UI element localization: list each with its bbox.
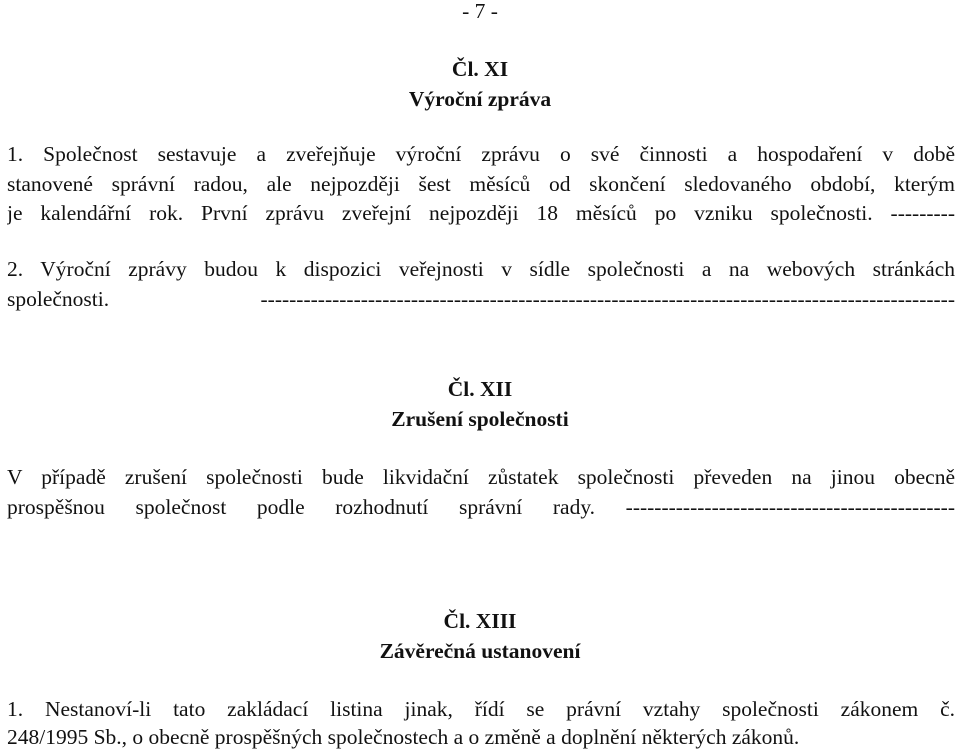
article-11-paragraph-1-line: je kalendářní rok. První zprávu zveřejní nejpozději 18 měsíců po vzniku společnosti. ---------	[7, 201, 955, 225]
article-12-number: Čl. XII	[447, 377, 513, 401]
article-13-title: Závěrečná ustanovení	[379, 639, 581, 663]
article-12-title: Zrušení společnosti	[391, 407, 569, 431]
article-13-paragraph-line: 1. Nestanoví-li tato zakládací listina jinak, řídí se právní vztahy společnosti zákonem č.	[7, 697, 955, 721]
page-number: - 7 -	[462, 0, 498, 23]
article-11-title: Výroční zpráva	[408, 87, 552, 111]
article-13-paragraph-line: 248/1995 Sb., o obecně prospěšných společnostech a o změně a doplnění některých zákonů.	[7, 725, 800, 749]
article-11-paragraph-2-line: společnosti. -------------------------------------------------------------------------------------------------	[7, 287, 955, 311]
article-11-paragraph-2-line: 2. Výroční zprávy budou k dispozici veřejnosti v sídle společnosti a na webových stránkách	[7, 257, 955, 281]
article-12-paragraph-line: prospěšnou společnost podle rozhodnutí správní rady. ----------------------------------------------	[7, 495, 955, 519]
article-11-paragraph-1-line: stanovené správní radou, ale nejpozději šest měsíců od skončení sledovaného období, kterým	[7, 172, 955, 196]
article-12-paragraph-line: V případě zrušení společnosti bude likvidační zůstatek společnosti převeden na jinou obecně	[7, 465, 955, 489]
article-13-number: Čl. XIII	[443, 609, 517, 633]
article-11-number: Čl. XI	[451, 57, 509, 81]
article-11-paragraph-1-line: 1. Společnost sestavuje a zveřejňuje výroční zprávu o své činnosti a hospodaření v době	[7, 142, 955, 166]
